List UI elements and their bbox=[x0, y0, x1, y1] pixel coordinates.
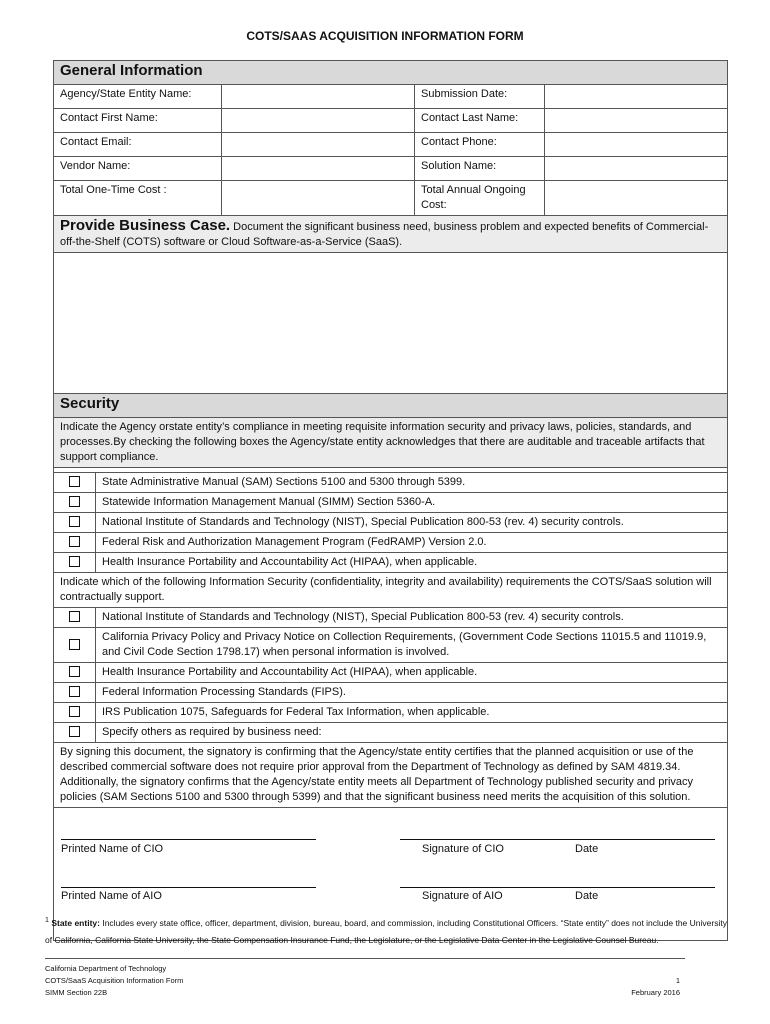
cio-name-label: Printed Name of CIO bbox=[61, 843, 164, 855]
agency-name-label: Agency/State Entity Name: bbox=[54, 85, 222, 109]
contact-email-label: Contact Email: bbox=[54, 133, 222, 157]
one-time-cost-label: Total One-Time Cost : bbox=[54, 181, 222, 216]
compliance-item: Statewide Information Management Manual (SIMM) Section 5360-A. bbox=[96, 493, 728, 513]
agency-name-field[interactable] bbox=[222, 85, 415, 109]
checkbox-hipaa[interactable] bbox=[69, 556, 80, 567]
checkbox-simm[interactable] bbox=[69, 496, 80, 507]
contact-email-field[interactable] bbox=[222, 133, 415, 157]
compliance-item: State Administrative Manual (SAM) Sections 5100 and 5300 through 5399. bbox=[96, 473, 728, 493]
page-number: 1 bbox=[675, 976, 680, 985]
cio-name-line[interactable] bbox=[61, 839, 316, 840]
checkbox-sam[interactable] bbox=[69, 476, 80, 487]
contact-last-name-field[interactable] bbox=[545, 109, 728, 133]
footer-form: COTS/SaaS Acquisition Information Form bbox=[45, 976, 184, 985]
cio-signature-line[interactable] bbox=[400, 839, 715, 840]
checkbox-req-privacy[interactable] bbox=[69, 639, 80, 650]
contact-first-name-label: Contact First Name: bbox=[54, 109, 222, 133]
checkbox-nist[interactable] bbox=[69, 516, 80, 527]
solution-name-label: Solution Name: bbox=[415, 157, 545, 181]
footer-right bbox=[631, 975, 680, 999]
checkbox-fedramp[interactable] bbox=[69, 536, 80, 547]
vendor-name-label: Vendor Name: bbox=[54, 157, 222, 181]
contact-phone-label: Contact Phone: bbox=[415, 133, 545, 157]
footer-org: California Department of Technology bbox=[45, 964, 167, 973]
requirement-item: California Privacy Policy and Privacy Notice on Collection Requirements, (Government Code Sections 11015.5 and 11019.9, and Civil Code Section 1798.17) when personal information is involved. bbox=[96, 628, 728, 663]
annual-ongoing-cost-field[interactable] bbox=[545, 181, 728, 216]
aio-name-line[interactable] bbox=[61, 887, 316, 888]
cio-signature-label: Signature of CIO bbox=[422, 843, 504, 855]
aio-signature-label: Signature of AIO bbox=[422, 890, 503, 902]
vendor-name-field[interactable] bbox=[222, 157, 415, 181]
business-case-textarea[interactable] bbox=[54, 253, 728, 394]
checkbox-req-irs[interactable] bbox=[69, 706, 80, 717]
contact-phone-field[interactable] bbox=[545, 133, 728, 157]
compliance-item: Health Insurance Portability and Accountability Act (HIPAA), when applicable. bbox=[96, 553, 728, 573]
requirement-item: Health Insurance Portability and Accountability Act (HIPAA), when applicable. bbox=[96, 663, 728, 683]
compliance-item: Federal Risk and Authorization Management Program (FedRAMP) Version 2.0. bbox=[96, 533, 728, 553]
security-intro-2: Indicate which of the following Information Security (confidentiality, integrity and availability) requirements the COTS/SaaS solution will contractually support. bbox=[54, 573, 728, 608]
business-case-header bbox=[54, 216, 728, 253]
business-case-instructions: Document the significant business need, business problem and expected benefits of Commercial-off-the-Shelf (COTS) software or Cloud Software-as-a-Service (SaaS). bbox=[60, 221, 709, 248]
cio-date-label: Date bbox=[575, 843, 599, 855]
form-title: COTS/SAAS ACQUISITION INFORMATION FORM bbox=[246, 29, 524, 43]
checkbox-req-nist[interactable] bbox=[69, 611, 80, 622]
contact-first-name-field[interactable] bbox=[222, 109, 415, 133]
aio-name-label: Printed Name of AIO bbox=[61, 890, 162, 902]
aio-signature-line[interactable] bbox=[400, 887, 715, 888]
footnote-divider bbox=[45, 958, 685, 959]
security-intro: Indicate the Agency orstate entity’s compliance in meeting requisite information security and privacy laws, policies, standards, and processes.By checking the following boxes the Agency/state entity acknowledges that there are auditable and traceable artifacts that support compliance. bbox=[54, 418, 728, 468]
acquisition-form bbox=[53, 60, 728, 941]
requirement-item: National Institute of Standards and Technology (NIST), Special Publication 800-53 (rev. 4) security controls. bbox=[96, 608, 728, 628]
footnote bbox=[45, 912, 730, 949]
footnote-text: Includes every state office, officer, department, division, bureau, board, and commission, including Constitutional Officers. “State entity” does not include the University of California, California State University, the State Compensation Insurance Fund, the Legislature, or the Legislative Data Center in the Legislative Counsel Bureau. bbox=[45, 917, 727, 945]
solution-name-field[interactable] bbox=[545, 157, 728, 181]
footer-section: SIMM Section 22B bbox=[45, 988, 108, 997]
submission-date-field[interactable] bbox=[545, 85, 728, 109]
certification-text: By signing this document, the signatory is confirming that the Agency/state entity certifies that the planned acquisition or use of the described commercial software does not require prior approval from the Department of Technology as defined by SAM 4819.34. Additionally, the signatory confirms that the Agency/state entity meets all Department of Technology published security and privacy policies (SAM Sections 5100 and 5300 through 5399) and that the significant business need merits the acquisition of this solution. bbox=[54, 743, 728, 808]
security-heading: Security bbox=[54, 394, 728, 418]
submission-date-label: Submission Date: bbox=[415, 85, 545, 109]
checkbox-req-other[interactable] bbox=[69, 726, 80, 737]
checkbox-req-fips[interactable] bbox=[69, 686, 80, 697]
footer-left bbox=[45, 963, 183, 999]
business-case-heading: Provide Business Case. bbox=[60, 217, 231, 234]
aio-date-label: Date bbox=[575, 890, 599, 902]
compliance-item: National Institute of Standards and Technology (NIST), Special Publication 800-53 (rev. 4) security controls. bbox=[96, 513, 728, 533]
requirement-item: IRS Publication 1075, Safeguards for Federal Tax Information, when applicable. bbox=[96, 703, 728, 723]
contact-last-name-label: Contact Last Name: bbox=[415, 109, 545, 133]
annual-ongoing-cost-label: Total Annual Ongoing Cost: bbox=[415, 181, 545, 216]
footer-date: February 2016 bbox=[631, 988, 680, 997]
one-time-cost-field[interactable] bbox=[222, 181, 415, 216]
footnote-marker: 1 bbox=[45, 916, 49, 924]
checkbox-req-hipaa[interactable] bbox=[69, 666, 80, 677]
requirement-item: Federal Information Processing Standards (FIPS). bbox=[96, 683, 728, 703]
general-info-heading: General Information bbox=[54, 61, 728, 85]
requirement-item: Specify others as required by business need: bbox=[96, 723, 728, 743]
footnote-term: State entity: bbox=[51, 917, 100, 928]
